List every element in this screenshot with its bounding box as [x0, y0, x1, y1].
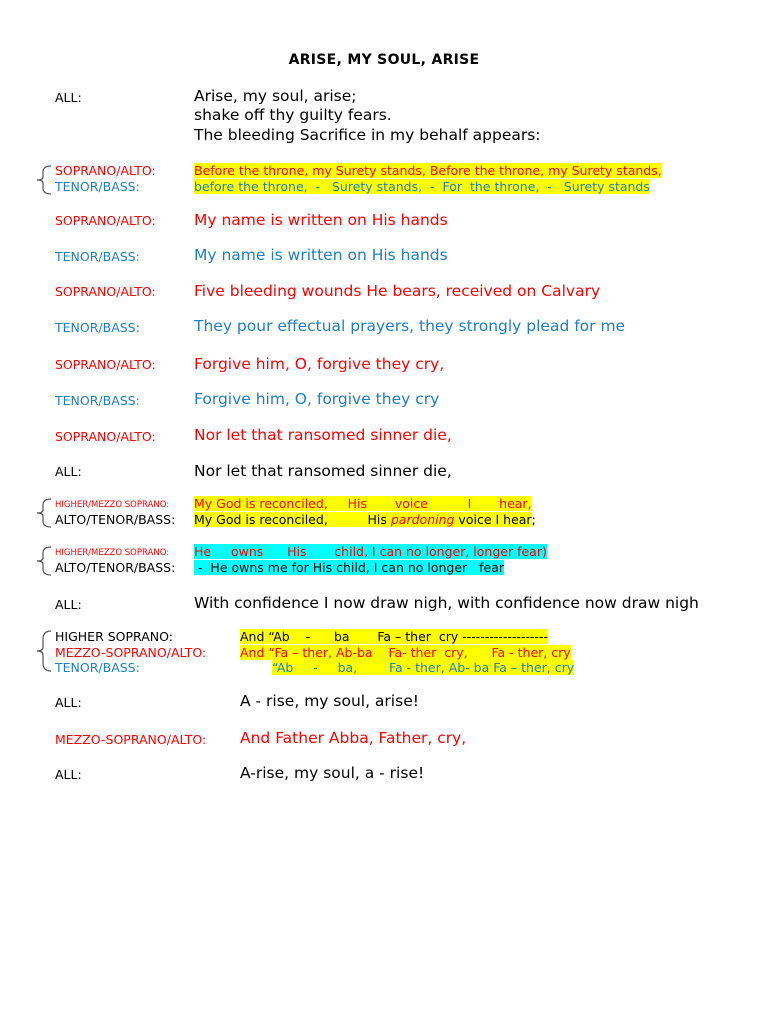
lyric-line: A-rise, my soul, a - rise! [240, 764, 425, 782]
part-label-higher-soprano: HIGHER SOPRANO: [55, 629, 173, 644]
lyric-line: Forgive him, O, forgive they cry [194, 390, 440, 408]
lyric-line: Forgive him, O, forgive they cry, [194, 355, 445, 373]
lyric-line: My God is reconciled, His pardoning voice I hear [194, 512, 532, 527]
lyric-line: With confidence I now draw nigh, with confidence now draw nigh [194, 594, 699, 612]
lyric-line: Nor let that ransomed sinner die, [194, 462, 452, 480]
part-label-tenor-bass: TENOR/BASS: [55, 660, 140, 675]
page-title: ARISE, MY SOUL, ARISE [288, 52, 480, 68]
part-label-higher-mezzo-soprano: HIGHER/MEZZO SOPRANO: [55, 500, 170, 510]
lyric-line: - He owns me for His child, I can no longer fear [194, 560, 505, 575]
lyric-line: A - rise, my soul, arise! [240, 692, 419, 710]
lyric-line: They pour effectual prayers, they strongly plead for me [194, 317, 626, 335]
brace-icon [34, 546, 54, 576]
lyric-line: And Father Abba, Father, cry, [240, 729, 467, 747]
part-label-alto-tenor-bass: ALTO/TENOR/BASS: [55, 512, 176, 527]
lyric-line: Arise, my soul, arise; [194, 87, 357, 105]
part-label-tenor-bass: TENOR/BASS: [55, 393, 140, 408]
part-label-soprano-alto: SOPRANO/ALTO: [55, 429, 156, 444]
lyric-line: before the throne, - Surety stands, - For the throne, - Surety stands [194, 179, 650, 194]
part-label-tenor-bass: TENOR/BASS: [55, 249, 140, 264]
brace-icon [34, 630, 54, 672]
lyric-line: My name is written on His hands [194, 211, 448, 229]
part-label-all: ALL: [55, 90, 82, 105]
part-label-mezzo-soprano-alto: MEZZO-SOPRANO/ALTO: [55, 645, 207, 660]
part-label-soprano-alto: SOPRANO/ALTO: [55, 284, 156, 299]
lyric-line: The bleeding Sacrifice in my behalf appears: [194, 126, 541, 144]
part-label-all: ALL: [55, 597, 82, 612]
part-label-all: ALL: [55, 695, 82, 710]
lyric-line: “Ab - ba, Fa - ther, Ab- ba Fa – ther, cry [272, 660, 575, 675]
part-label-soprano-alto: SOPRANO/ALTO: [55, 357, 156, 372]
lyric-line: And “Ab - ba Fa – ther cry ------------------- [240, 629, 548, 644]
lyric-line: And “Fa – ther, Ab-ba Fa- ther cry, Fa - ther, cry [240, 645, 571, 660]
part-label-all: ALL: [55, 767, 82, 782]
part-label-higher-mezzo-soprano: HIGHER/MEZZO SOPRANO: [55, 548, 170, 558]
lyric-line: My God is reconciled, His voice I hear, [194, 496, 532, 511]
part-label-soprano-alto: SOPRANO/ALTO: [55, 213, 156, 228]
lyric-line: Five bleeding wounds He bears, received on Calvary [194, 282, 601, 300]
part-label-alto-tenor-bass: ALTO/TENOR/BASS: [55, 560, 176, 575]
brace-icon [34, 165, 54, 195]
emphasis-word: pardoning [390, 512, 455, 527]
part-label-tenor-bass: TENOR/BASS: [55, 320, 140, 335]
lyric-line: He owns His child, I can no longer, longer fear) [194, 544, 547, 559]
lyric-line: Nor let that ransomed sinner die, [194, 426, 452, 444]
lyric-line: shake off thy guilty fears. [194, 106, 392, 124]
lyric-line: My name is written on His hands [194, 246, 448, 264]
part-label-tenor-bass: TENOR/BASS: [55, 179, 140, 194]
part-label-mezzo-soprano-alto: MEZZO-SOPRANO/ALTO: [55, 732, 207, 747]
brace-icon [34, 498, 54, 528]
lyric-line: Before the throne, my Surety stands, Before the throne, my Surety stands, [194, 163, 662, 178]
part-label-all: ALL: [55, 464, 82, 479]
part-label-soprano-alto: SOPRANO/ALTO: [55, 163, 156, 178]
